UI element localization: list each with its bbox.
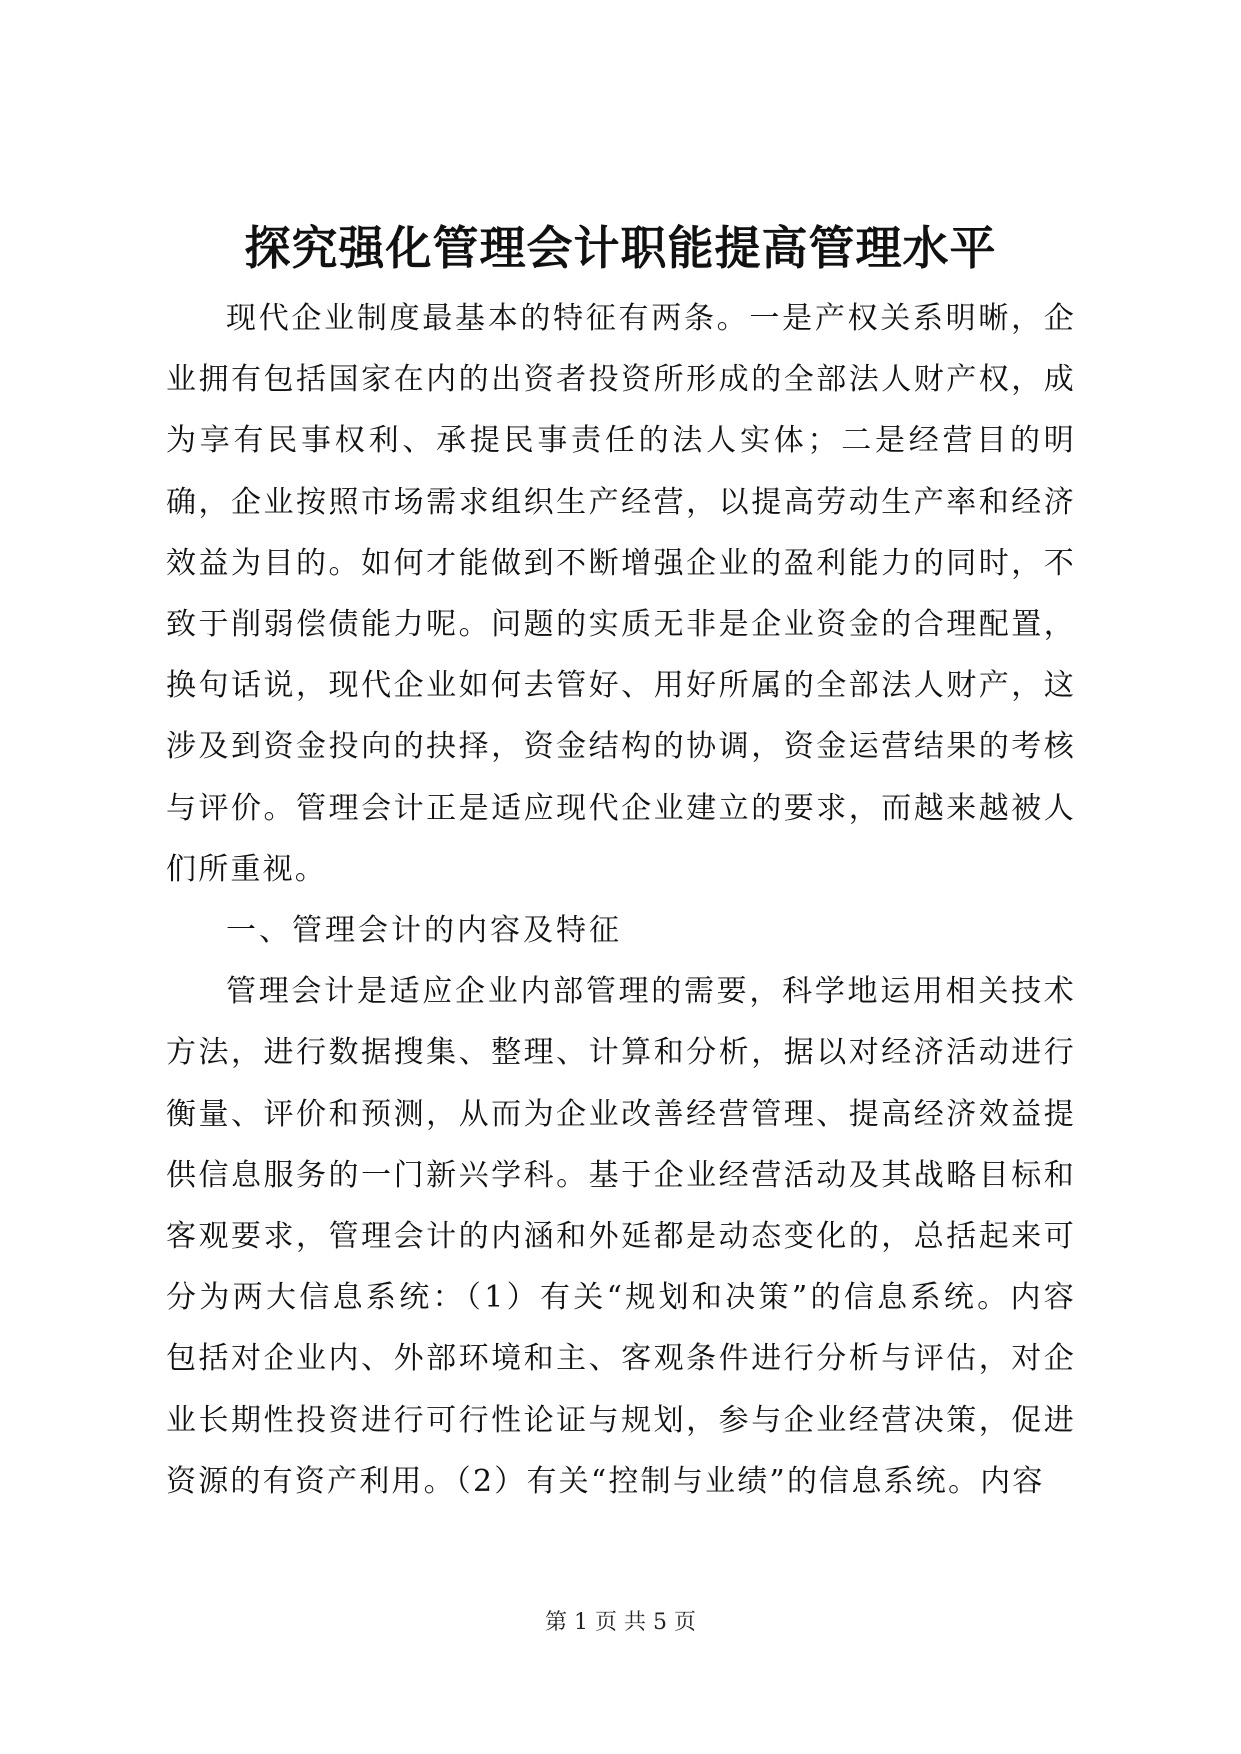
document-title: 探究强化管理会计职能提高管理水平 [244,221,997,275]
section-heading: 一、管理会计的内容及特征 [226,913,622,949]
document-body [166,288,1076,1512]
page-footer [0,1608,1241,1638]
section-paragraph: 管理会计是适应企业内部管理的需要，科学地运用相关技术方法，进行数据搜集、整理、计算和分析，据以对经济活动进行衡量、评价和预测，从而为企业改善经营管理、提高经济效益提供信息服务的一门新兴学科。基于企业经营活动及其战略目标和客观要求，管理会计的内涵和外延都是动态变化的，总括起来可分为两大信息系统：（1）有关“规划和决策”的信息系统。内容包括对企业内、外部环境和主、客观条件进行分析与评估，对企业长期性投资进行可行性论证与规划，参与企业经营决策，促进资源的有资产利用。（2）有关“控制与业绩”的信息系统。内容 [166,974,1076,1499]
intro-paragraph: 现代企业制度最基本的特征有两条。一是产权关系明晰，企业拥有包括国家在内的出资者投资所形成的全部法人财产权，成为享有民事权利、承提民事责任的法人实体；二是经营目的明确，企业按照市场需求组织生产经营，以提高劳动生产率和经济效益为目的。如何才能做到不断增强企业的盈利能力的同时，不致于削弱偿债能力呢。问题的实质无非是企业资金的合理配置，换句话说，现代企业如何去管好、用好所属的全部法人财产，这涉及到资金投向的抉择，资金结构的协调，资金运营结果的考核与评价。管理会计正是适应现代企业建立的要求，而越来越被人们所重视。 [166,301,1076,887]
page-number: 第 1 页 共 5 页 [545,1610,696,1635]
